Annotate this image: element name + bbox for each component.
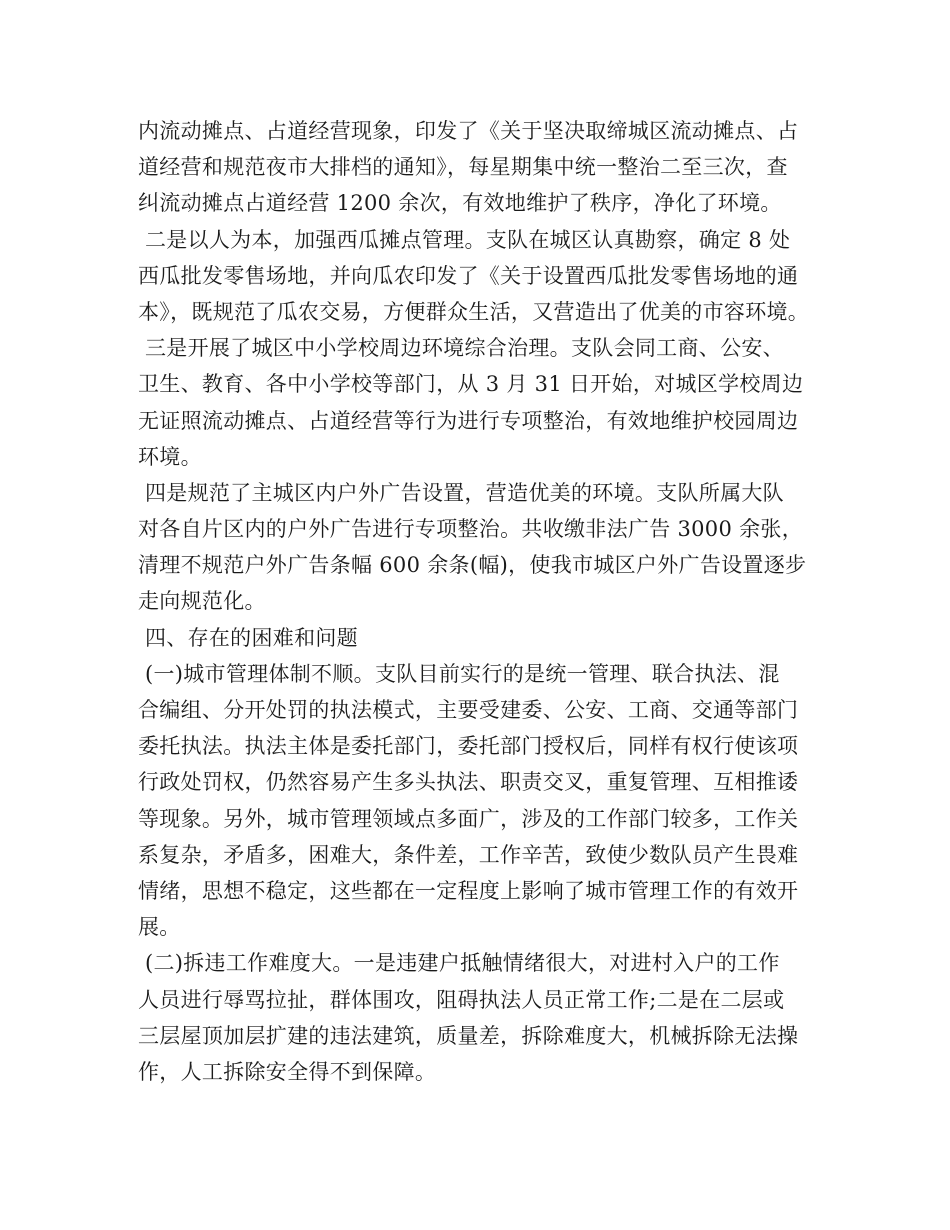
text-line: 四、存在的困难和问题 (138, 625, 358, 650)
text-line: 对各自片区内的户外广告进行专项整治。共收缴非法广告 3000 余张， (138, 517, 803, 542)
document-body (138, 113, 828, 1090)
text-line: 内流动摊点、占道经营现象，印发了《关于坚决取缔城区流动摊点、占 (138, 119, 799, 143)
text-line: 纠流动摊点占道经营 1200 余次，有效地维护了秩序，净化了环境。 (138, 191, 782, 216)
text-line: 四是规范了主城区内户外广告设置，营造优美的环境。支队所属大队 (138, 480, 784, 505)
text-line: 合编组、分开处罚的执法模式，主要受建委、公安、工商、交通等部门 (138, 698, 799, 722)
text-line: (一)城市管理体制不顺。支队目前实行的是统一管理、联合执法、混 (138, 661, 780, 686)
text-line: 三是开展了城区中小学校周边环境综合治理。支队会同工商、公安、 (138, 336, 784, 361)
text-line: 本》，既规范了瓜农交易，方便群众生活，又营造出了优美的市容环境。 (138, 299, 810, 324)
text-line: 走向规范化。 (138, 589, 266, 614)
text-line: (二)拆违工作难度大。一是违建户抵触情绪很大，对进村入户的工作 (138, 951, 780, 976)
text-line: 人员进行辱骂拉扯，群体围攻，阻碍执法人员正常工作;二是在二层或 (138, 987, 785, 1012)
text-line: 行政处罚权，仍然容易产生多头执法、职责交叉，重复管理、互相推诿 (138, 770, 799, 795)
text-line: 展。 (138, 915, 181, 940)
text-line: 无证照流动摊点、占道经营等行为进行专项整治，有效地维护校园周边 (138, 408, 799, 433)
text-line: 环境。 (138, 444, 202, 469)
text-line: 等现象。另外，城市管理领域点多面广，涉及的工作部门较多，工作关 (138, 806, 799, 831)
text-line: 西瓜批发零售场地，并向瓜农印发了《关于设置西瓜批发零售场地的通 (138, 263, 799, 288)
text-line: 道经营和规范夜市大排档的通知》，每星期集中统一整治二至三次，查 (138, 155, 788, 180)
text-line: 三层屋顶加层扩建的违法建筑，质量差，拆除难度大，机械拆除无法操 (138, 1023, 799, 1048)
text-line: 系复杂，矛盾多，困难大，条件差，工作辛苦，致使少数队员产生畏难 (138, 842, 799, 867)
text-line: 作，人工拆除安全得不到保障。 (138, 1059, 437, 1084)
text-line: 情绪，思想不稳定，这些都在一定程度上影响了城市管理工作的有效开 (138, 878, 799, 903)
text-line: 清理不规范户外广告条幅 600 余条(幅)，使我市城区户外广告设置逐步 (138, 553, 807, 578)
text-line: 卫生、教育、各中小学校等部门，从 3 月 31 日开始，对城区学校周边 (138, 372, 804, 397)
text-line: 委托执法。执法主体是委托部门，委托部门授权后，同样有权行使该项 (138, 734, 799, 759)
text-line: 二是以人为本，加强西瓜摊点管理。支队在城区认真勘察，确定 8 处 (138, 227, 791, 252)
